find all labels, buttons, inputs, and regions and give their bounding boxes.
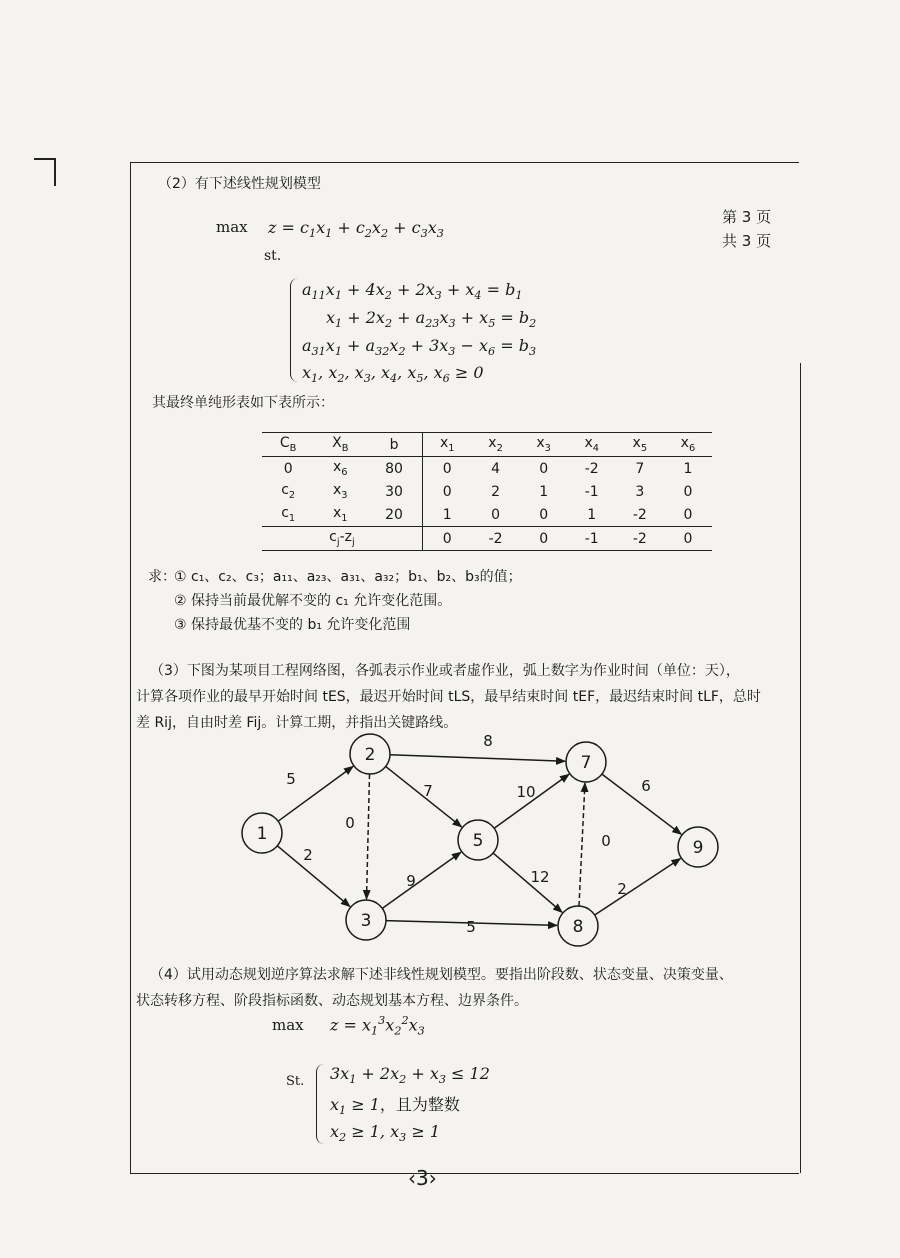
col-header-xb: $X_B$ [314,433,366,457]
network-node-label: 8 [572,917,584,937]
cell: 0 [520,527,568,551]
page-label: 第 3 页 [722,208,772,226]
q4-objective: $z = x_1^3x_2^2x_3$ [330,1014,425,1038]
cell: 0 [442,483,452,500]
col-header-x1: $x_1$ [422,433,471,457]
col-header-x5: $x_5$ [616,433,664,457]
q2-title: （2）有下述线性规划模型 [158,176,321,192]
q2-st-label: st. [264,248,282,264]
cell: 2 [491,483,501,500]
q2-objective: $z = c_1x_1 + c_2x_2 + c_3x_3$ [268,218,444,241]
cell: 0 [539,506,549,523]
cell: -1 [568,527,616,551]
arc-time-label: 0 [345,814,355,832]
cell: -2 [632,506,647,523]
cell: 1 [442,506,452,523]
network-node-label: 9 [692,838,704,858]
q4-integer-note: ，且为整数 [379,1095,460,1114]
q4-constraint-3: $x_2 \ge 1$, $x_3 \ge 1$ [330,1122,440,1145]
cell: -2 [472,527,520,551]
cell-xb: $x_1$ [333,505,348,524]
cell-cb: $c_1$ [281,505,296,524]
cell-b: 80 [366,457,422,481]
cell: -1 [584,483,599,500]
arc-time-label: 5 [286,770,296,788]
q2-requirement-1: ① c₁、c₂、c₃；a₁₁、a₂₃、a₃₁、a₃₂；b₁、b₂、b₃的值； [174,569,522,585]
arc-time-label: 12 [530,868,550,886]
q2-requirement-3: ③ 保持最优基不变的 b₁ 允许变化范围 [174,617,411,633]
cell: 0 [683,483,693,500]
arc-time-label: 2 [303,846,313,864]
cell-cb: $c_2$ [281,482,296,501]
arc-5-8 [493,853,562,912]
cell: 3 [635,483,645,500]
arc-2-7 [390,755,565,761]
cell: -2 [584,460,599,477]
cell: 7 [635,460,645,477]
q2-max-label: max [216,218,248,236]
q4-constraint-1: $3x_1 + 2x_2 + x_3 \le 12$ [330,1064,490,1087]
network-node-label: 7 [580,753,592,773]
col-header-cb: $C_B$ [262,433,314,457]
network-node-label: 3 [360,911,372,931]
col-header-x6: $x_6$ [664,433,712,457]
q2-requirement-2: ② 保持当前最优解不变的 c₁ 允许变化范围。 [174,593,452,609]
cell-b: 20 [366,503,422,527]
cell-b: 30 [366,480,422,503]
q3-line-1: （3）下图为某项目工程网络图，各弧表示作业或者虚作业，弧上数字为作业时间（单位：天）， [150,663,740,679]
q4-st-label: St. [286,1074,305,1089]
q2-constraint-nonneg: $x_1$, $x_2$, $x_3$, $x_4$, $x_5$, $x_6 \ge 0$ [302,363,484,386]
arc-time-label: 7 [423,782,433,800]
col-header-b: b [366,433,422,457]
cell-cb: 0 [283,460,293,477]
dummy-arc-2-3 [367,774,370,899]
col-header-x4: $x_4$ [568,433,616,457]
q2-constraint-1: $a_{11}x_1 + 4x_2 + 2x_3 + x_4 = b_1$ [302,280,523,303]
q4-constraint-2: $x_1 \ge 1$，且为整数 [330,1095,460,1118]
cell: 0 [491,506,501,523]
footer-page-number: ‹3› [408,1166,437,1190]
cell: 4 [491,460,501,477]
cell: 1 [683,460,693,477]
q4-line-1: （4）试用动态规划逆序算法求解下述非线性规划模型。要指出阶段数、状态变量、决策变量、 [150,967,733,983]
dummy-arc-8-7 [579,783,585,906]
arc-time-label: 0 [601,832,611,850]
q4-max-label: max [272,1016,304,1034]
network-node-label: 1 [256,824,268,844]
cell: 0 [664,527,712,551]
network-node-label: 2 [364,745,376,765]
q2-req-prefix: 求： [148,569,176,585]
arc-time-label: 5 [466,918,476,936]
cell: 0 [442,460,452,477]
col-header-x3: $x_3$ [520,433,568,457]
network-node-label: 5 [472,831,484,851]
q2-tableau-intro: 其最终单纯形表如下表所示： [152,395,334,411]
cell: -2 [616,527,664,551]
q4-line-2: 状态转移方程、阶段指标函数、动态规划基本方程、边界条件。 [136,993,528,1009]
cell: 0 [422,527,471,551]
arc-time-label: 2 [617,880,627,898]
total-pages-label: 共 3 页 [722,232,772,250]
cell: 0 [683,506,693,523]
arc-3-5 [382,852,461,908]
reduced-cost-label: $c_j-z_j$ [262,527,422,551]
cell: 1 [587,506,597,523]
arc-1-3 [277,846,350,907]
arc-time-label: 10 [516,783,536,801]
cell-xb: $x_3$ [333,482,348,501]
arc-8-9 [595,859,681,915]
arc-time-label: 9 [406,872,416,890]
arc-time-label: 6 [641,777,651,795]
q4-constraint-brace [316,1064,325,1144]
col-header-x2: $x_2$ [472,433,520,457]
q2-constraint-2: $x_1 + 2x_2 + a_{23}x_3 + x_5 = b_2$ [326,308,537,331]
q2-constraint-3: $a_{31}x_1 + a_{32}x_2 + 3x_3 - x_6 = b_3$ [302,336,537,359]
q3-line-3: 差 Rij，自由时差 Fij。计算工期，并指出关键路线。 [136,715,458,731]
cell-xb: $x_6$ [333,459,348,478]
cell: 0 [539,460,549,477]
q3-line-2: 计算各项作业的最早开始时间 tES，最迟开始时间 tLS，最早结束时间 tEF，最迟结束时间 tLF，总时 [136,689,761,705]
arc-time-label: 8 [483,732,493,750]
cell: 1 [539,483,549,500]
